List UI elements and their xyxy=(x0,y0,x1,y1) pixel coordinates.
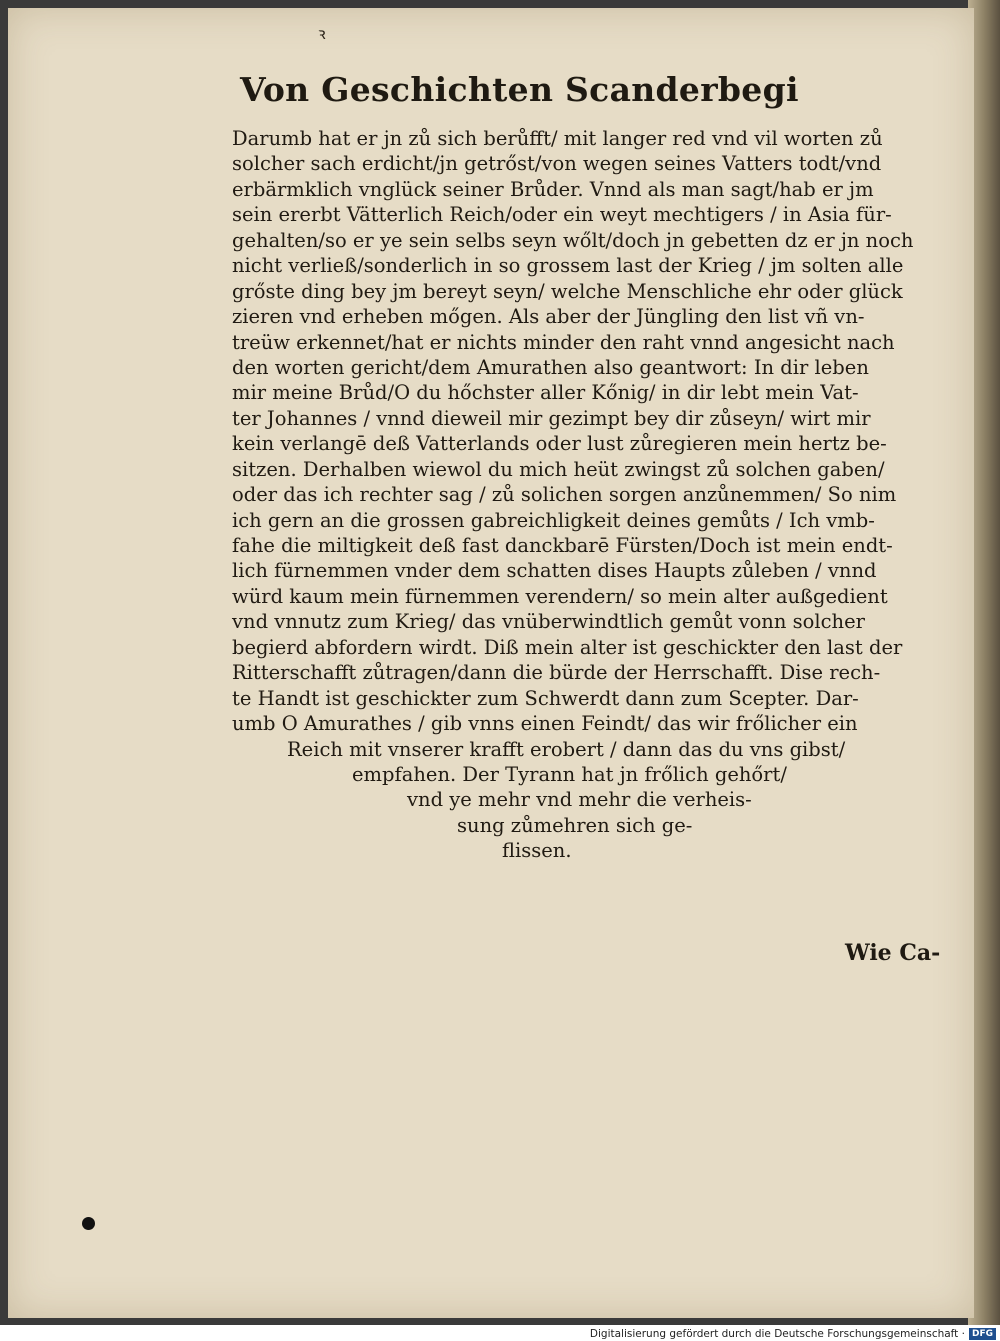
text-line: solcher sach erdicht/jn getrőst/von wegen seines Vatters todt/vnd xyxy=(232,152,882,176)
text-line: empfahen. Der Tyrann hat jn frőlich gehőrt/ xyxy=(352,762,787,786)
text-line: würd kaum mein fürnemmen verendern/ so mein alter außgedient xyxy=(232,584,888,608)
dfg-logo-icon: DFG xyxy=(969,1328,996,1340)
text-line: den worten gericht/dem Amurathen also geantwort: In dir leben xyxy=(232,355,869,379)
text-line: sung zůmehren sich ge- xyxy=(457,813,693,837)
text-line: treüw erkennet/hat er nichts minder den raht vnnd angesicht nach xyxy=(232,330,895,354)
catchword: Wie Ca- xyxy=(845,940,941,966)
text-line: fahe die miltigkeit deß fast danckbarē Fürsten/Doch ist mein endt- xyxy=(232,534,893,557)
text-line: lich fürnemmen vnder dem schatten dises Haupts zůleben / vnnd xyxy=(232,559,877,583)
footer-text: Digitalisierung gefördert durch die Deutsche Forschungsgemeinschaft · xyxy=(589,1327,965,1340)
text-line: Darumb hat er jn zů sich berůfft/ mit langer red vnd vil worten zů xyxy=(232,127,883,150)
text-line: nicht verließ/sonderlich in so grossem last der Krieg / jm solten alle xyxy=(232,254,904,278)
text-line: sitzen. Derhalben wiewol du mich heüt zwingst zů solchen gaben/ xyxy=(232,457,885,481)
text-line: ich gern an die grossen gabreichligkeit deines gemůts / Ich vmb- xyxy=(232,508,875,532)
text-line: sein ererbt Vätterlich Reich/oder ein weyt mechtigers / in Asia für- xyxy=(232,203,892,227)
text-line: erbärmklich vnglück seiner Brůder. Vnnd als man sagt/hab er jm xyxy=(232,177,874,201)
text-line: Ritterschafft zůtragen/dann die bürde der Herrschafft. Dise rech- xyxy=(232,661,881,685)
text-line: zieren vnd erheben mőgen. Als aber der Jüngling den list vñ vn- xyxy=(232,305,865,329)
text-line: gehalten/so er ye sein selbs seyn wőlt/doch jn gebetten dz er jn noch xyxy=(232,228,914,252)
text-line: oder das ich rechter sag / zů solichen sorgen anzůnemmen/ So nim xyxy=(232,483,897,507)
text-line: mir meine Brůd/O du hőchster aller Kőnig/ in dir lebt mein Vat- xyxy=(232,381,859,405)
text-line: Reich mit vnserer krafft erobert / dann das du vns gibst/ xyxy=(287,737,846,761)
footer-credit xyxy=(590,1326,996,1341)
text-line: umb O Amurathes / gib vnns einen Feindt/ das wir frőlicher ein xyxy=(232,712,858,736)
ink-dot xyxy=(82,1217,95,1230)
text-line: grőste ding bey jm bereyt seyn/ welche Menschliche ehr oder glück xyxy=(232,279,903,303)
text-line: vnd ye mehr vnd mehr die verheis- xyxy=(407,788,752,812)
text-line: te Handt ist geschickter zum Schwerdt dann zum Scepter. Dar- xyxy=(232,686,859,710)
body-text xyxy=(232,126,932,864)
text-line: ter Johannes / vnnd dieweil mir gezimpt bey dir zůseyn/ wirt mir xyxy=(232,406,871,430)
text-line: kein verlangē deß Vatterlands oder lust zůregieren mein hertz be- xyxy=(232,432,887,456)
ink-smudge: ꝛ xyxy=(318,24,326,43)
text-line: vnd vnnutz zum Krieg/ das vnüberwindtlich gemůt vonn solcher xyxy=(232,610,865,634)
page-heading: Von Geschichten Scanderbegi xyxy=(240,70,799,109)
text-line: flissen. xyxy=(502,839,572,863)
text-line: begierd abfordern wirdt. Diß mein alter ist geschickter den last der xyxy=(232,635,903,659)
